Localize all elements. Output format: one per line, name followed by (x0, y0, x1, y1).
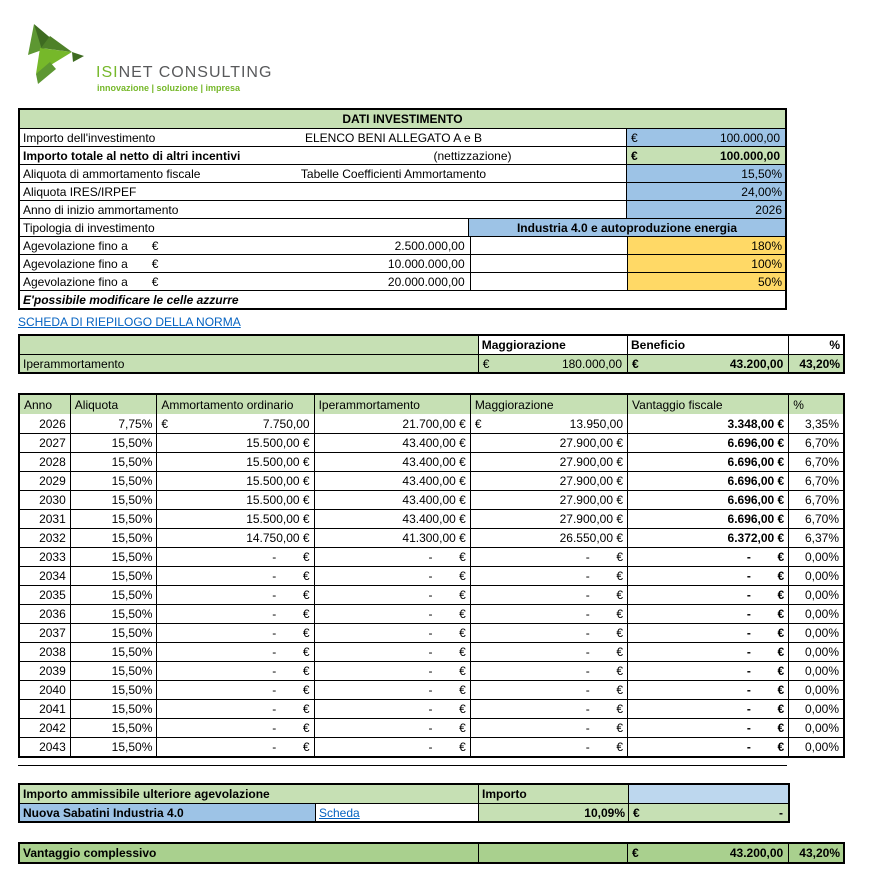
schedule-cell-ammortamento-ordinario: 15.500,00 € (156, 510, 313, 528)
sabatini-value-row (20, 803, 788, 821)
schedule-row (20, 433, 843, 452)
empty-cell (478, 844, 627, 862)
schedule-cell-aliquota: 15,50% (70, 700, 157, 718)
agevolazione-pct-cell: 100% (627, 255, 785, 272)
schedule-cell-iperammortamento: - € (314, 700, 470, 718)
schedule-cell-maggiorazione: 27.900,00 € (470, 491, 627, 509)
cell-value: 7.750,00 (262, 416, 310, 431)
agevolazione-pct-cell: 180% (627, 237, 785, 254)
row-label: Agevolazione fino a (23, 256, 128, 271)
schedule-cell-iperammortamento: 43.400,00 € (314, 434, 470, 452)
schedule-cell-vantaggio-fiscale: 6.696,00 € (627, 510, 788, 528)
iper-beneficio-cell (627, 355, 788, 372)
schedule-cell-anno: 2029 (39, 474, 66, 488)
importo-netto-cell (626, 147, 785, 164)
aliquota-ires-cell[interactable]: 24,00% (626, 183, 785, 200)
row-anno-inizio (20, 200, 785, 218)
schedule-cell-aliquota: 15,50% (70, 662, 157, 680)
row-label: Tipologia di investimento (23, 220, 155, 235)
vantaggio-complessivo-table (18, 842, 845, 864)
schedule-cell-vantaggio-fiscale: 6.696,00 € (627, 472, 788, 490)
row-label: Aliquota di ammortamento fiscale (23, 166, 201, 181)
schedule-row (20, 680, 843, 699)
row-importo-netto (20, 146, 785, 164)
header-aliquota: Aliquota (70, 395, 157, 414)
schedule-cell-ammortamento-ordinario: - € (156, 605, 313, 623)
sabatini-scheda-cell (315, 804, 478, 821)
brand-isi: ISI (96, 64, 119, 81)
row-label: Anno di inizio ammortamento (23, 202, 179, 217)
schedule-cell-vantaggio-fiscale: - € (627, 719, 788, 737)
currency-symbol: € (633, 805, 640, 820)
importo-value: 100.000,00 (719, 130, 780, 145)
empty-cell (470, 237, 627, 254)
schedule-cell-vantaggio-fiscale: 6.696,00 € (627, 434, 788, 452)
schedule-cell-aliquota: 15,50% (70, 605, 157, 623)
schedule-cell-maggiorazione: - € (470, 700, 627, 718)
investment-table-title: DATI INVESTIMENTO (20, 110, 785, 128)
schedule-cell-vantaggio-fiscale: - € (627, 662, 788, 680)
schedule-cell-pct: 0,00% (788, 700, 843, 718)
iper-maggiorazione-value: 180.000,00 (561, 356, 623, 371)
schedule-row (20, 547, 843, 566)
editable-cells-note: E'possibile modificare le celle azzurre (23, 292, 239, 307)
schedule-cell-pct: 6,37% (788, 529, 843, 547)
currency-symbol: € (482, 356, 490, 371)
schedule-cell-aliquota: 7,75% (70, 414, 157, 433)
schedule-cell-pct: 6,70% (788, 453, 843, 471)
brand-tagline: innovazione | soluzione | impresa (97, 83, 241, 93)
header-vantaggio-fiscale: Vantaggio fiscale (627, 395, 788, 414)
schedule-cell-ammortamento-ordinario: - € (156, 586, 313, 604)
schedule-cell-iperammortamento: - € (314, 605, 470, 623)
schedule-cell-iperammortamento: 41.300,00 € (314, 529, 470, 547)
row-aliquota-ammortamento (20, 164, 785, 182)
section-divider (18, 765, 787, 766)
header-iperammortamento: Iperammortamento (314, 395, 470, 414)
vantaggio-complessivo-pct-cell: 43,20% (788, 844, 843, 862)
schedule-row (20, 737, 843, 756)
schedule-cell-ammortamento-ordinario: - € (156, 681, 313, 699)
schedule-cell-pct: 6,70% (788, 510, 843, 528)
iper-pct-cell: 43,20% (788, 355, 843, 372)
aliquota-ammortamento-cell[interactable]: 15,50% (626, 165, 785, 182)
iper-header-row (20, 336, 843, 354)
empty-cell (20, 336, 478, 354)
schedule-cell-anno: 2040 (39, 683, 66, 697)
schedule-cell-pct: 6,70% (788, 472, 843, 490)
schedule-header-row (20, 395, 843, 414)
brand-net-consulting: NET CONSULTING (118, 64, 273, 81)
currency-symbol: € (151, 238, 159, 253)
tipologia-cell[interactable]: Industria 4.0 e autoproduzione energia (468, 219, 785, 236)
currency-symbol: € (632, 846, 639, 860)
schedule-cell-ammortamento-ordinario: - € (156, 719, 313, 737)
vantaggio-complessivo-row (20, 844, 843, 862)
header-anno: Anno (20, 395, 70, 414)
currency-symbol: € (631, 148, 638, 163)
header-ammortamento-ordinario: Ammortamento ordinario (156, 395, 313, 414)
vantaggio-complessivo-value: 43.200,00 (729, 846, 784, 860)
schedule-cell-iperammortamento: - € (314, 643, 470, 661)
schedule-cell-iperammortamento: 43.400,00 € (314, 453, 470, 471)
schedule-cell-maggiorazione: - € (470, 662, 627, 680)
schedule-cell-ammortamento-ordinario: - € (156, 548, 313, 566)
schedule-cell-ammortamento-ordinario: - € (156, 738, 313, 756)
schedule-cell-iperammortamento: - € (314, 662, 470, 680)
schedule-cell-aliquota: 15,50% (70, 567, 157, 585)
schedule-cell-anno: 2031 (39, 512, 66, 526)
schedule-cell-maggiorazione: - € (470, 643, 627, 661)
schedule-cell-maggiorazione: - € (470, 586, 627, 604)
row-agevolazione-2 (20, 254, 785, 272)
brand-text (96, 64, 272, 82)
schedule-cell-anno: 2032 (39, 531, 66, 545)
schedule-cell-aliquota: 15,50% (70, 681, 157, 699)
schedule-cell-vantaggio-fiscale: - € (627, 700, 788, 718)
schedule-cell-ammortamento-ordinario: - € (156, 700, 313, 718)
schedule-cell-ammortamento-ordinario (156, 414, 313, 433)
currency-symbol: € (474, 416, 482, 431)
schedule-cell-iperammortamento: - € (314, 567, 470, 585)
schedule-row (20, 699, 843, 718)
schedule-cell-anno: 2038 (39, 645, 66, 659)
schedule-cell-aliquota: 15,50% (70, 491, 157, 509)
empty-cell (470, 273, 627, 290)
schedule-cell-anno: 2030 (39, 493, 66, 507)
currency-symbol: € (161, 416, 169, 431)
schedule-cell-iperammortamento: - € (314, 624, 470, 642)
pct-header: % (788, 336, 843, 354)
schedule-cell-pct: 0,00% (788, 643, 843, 661)
schedule-cell-anno: 2034 (39, 569, 66, 583)
schedule-cell-anno: 2043 (39, 740, 66, 754)
row-agevolazione-1 (20, 236, 785, 254)
sabatini-header-label: Importo ammissibile ulteriore agevolazione (20, 785, 478, 803)
currency-symbol: € (151, 256, 159, 271)
row-label: Agevolazione fino a (23, 274, 128, 289)
schedule-cell-ammortamento-ordinario: 15.500,00 € (156, 434, 313, 452)
schedule-cell-maggiorazione: 26.550,00 € (470, 529, 627, 547)
netto-value: 100.000,00 (719, 148, 780, 163)
schedule-cell-aliquota: 15,50% (70, 548, 157, 566)
schedule-cell-maggiorazione: - € (470, 719, 627, 737)
schedule-cell-vantaggio-fiscale: - € (627, 605, 788, 623)
iperammortamento-label: Iperammortamento (20, 355, 478, 372)
schedule-cell-maggiorazione: - € (470, 605, 627, 623)
agevolazione-main (20, 237, 470, 254)
amortization-schedule-table (18, 393, 845, 758)
schedule-cell-vantaggio-fiscale: - € (627, 643, 788, 661)
schedule-cell-maggiorazione: - € (470, 548, 627, 566)
schedule-cell-ammortamento-ordinario: 15.500,00 € (156, 472, 313, 490)
schedule-cell-pct: 0,00% (788, 624, 843, 642)
schedule-row (20, 718, 843, 737)
schedule-row (20, 585, 843, 604)
schedule-cell-iperammortamento: - € (314, 586, 470, 604)
schedule-cell-ammortamento-ordinario: - € (156, 567, 313, 585)
schedule-cell-aliquota: 15,50% (70, 453, 157, 471)
agevolazione-main (20, 255, 470, 272)
norma-link-row (18, 310, 845, 334)
schedule-cell-anno: 2042 (39, 721, 66, 735)
maggiorazione-header: Maggiorazione (478, 336, 627, 354)
schedule-cell-maggiorazione: 27.900,00 € (470, 453, 627, 471)
schedule-cell-vantaggio-fiscale: 3.348,00 € (627, 414, 788, 433)
schedule-cell-pct: 0,00% (788, 567, 843, 585)
scheda-link[interactable]: Scheda (319, 805, 360, 820)
schedule-row (20, 509, 843, 528)
iperammortamento-summary-table (18, 334, 845, 374)
schedule-cell-maggiorazione: - € (470, 567, 627, 585)
schedule-cell-anno: 2026 (39, 416, 66, 431)
schedule-row (20, 623, 843, 642)
schedule-cell-anno: 2036 (39, 607, 66, 621)
row-mid-note: ELENCO BENI ALLEGATO A e B (305, 130, 482, 145)
header-pct: % (788, 395, 843, 414)
schedule-cell-pct: 6,70% (788, 434, 843, 452)
schedule-cell-pct: 3,35% (788, 414, 843, 433)
schedule-row (20, 642, 843, 661)
schedule-cell-vantaggio-fiscale: - € (627, 681, 788, 699)
row-tipologia (20, 218, 785, 236)
sabatini-header-row (20, 785, 788, 803)
row-label: Agevolazione fino a (23, 238, 128, 253)
schedule-cell-aliquota: 15,50% (70, 472, 157, 490)
logo (26, 20, 346, 100)
schedule-cell-aliquota: 15,50% (70, 586, 157, 604)
agevolazione-pct-cell: 50% (627, 273, 785, 290)
origami-bird-icon (26, 22, 88, 94)
header-maggiorazione: Maggiorazione (470, 395, 627, 414)
schedule-cell-iperammortamento: 43.400,00 € (314, 491, 470, 509)
vantaggio-complessivo-value-cell (627, 844, 788, 862)
schedule-cell-iperammortamento: 43.400,00 € (314, 510, 470, 528)
sabatini-header-importo: Importo (478, 785, 628, 803)
schedule-cell-maggiorazione: 27.900,00 € (470, 472, 627, 490)
row-mid-note: (nettizzazione) (433, 148, 512, 163)
schedule-cell-maggiorazione: - € (470, 681, 627, 699)
schedule-cell-ammortamento-ordinario: - € (156, 643, 313, 661)
row-mid-note: Tabelle Coefficienti Ammortamento (300, 166, 487, 181)
schedule-row (20, 604, 843, 623)
schedule-cell-aliquota: 15,50% (70, 738, 157, 756)
schedule-body (20, 414, 843, 756)
schedule-row (20, 414, 843, 433)
schedule-cell-vantaggio-fiscale: - € (627, 738, 788, 756)
agevolazione-amount: 2.500.000,00 (394, 238, 465, 253)
schedule-cell-iperammortamento: - € (314, 738, 470, 756)
row-agevolazione-3 (20, 272, 785, 290)
schedule-cell-maggiorazione: - € (470, 624, 627, 642)
schedule-cell-anno: 2035 (39, 588, 66, 602)
schedule-cell-aliquota: 15,50% (70, 624, 157, 642)
schedule-cell-iperammortamento: - € (314, 548, 470, 566)
cell-value: 13.950,00 (569, 416, 624, 431)
schedule-cell-pct: 0,00% (788, 719, 843, 737)
schedule-cell-iperammortamento: 43.400,00 € (314, 472, 470, 490)
sabatini-importo-value: - (779, 805, 783, 820)
schedule-cell-iperammortamento: - € (314, 681, 470, 699)
row-aliquota-ires (20, 182, 785, 200)
iper-value-row (20, 354, 843, 372)
sabatini-pct-cell: 10,09% (478, 804, 628, 821)
schedule-cell-ammortamento-ordinario: 15.500,00 € (156, 491, 313, 509)
beneficio-header: Beneficio (627, 336, 788, 354)
iper-beneficio-value: 43.200,00 (729, 356, 784, 371)
row-importo-investimento (20, 128, 785, 146)
schedule-row (20, 566, 843, 585)
agevolazione-amount: 20.000.000,00 (387, 274, 465, 289)
sabatini-importo-cell (628, 804, 788, 821)
schedule-cell-pct: 0,00% (788, 586, 843, 604)
schedule-cell-anno: 2033 (39, 550, 66, 564)
schedule-cell-anno: 2027 (39, 436, 66, 450)
currency-symbol: € (632, 356, 639, 371)
schedule-cell-anno: 2041 (39, 702, 66, 716)
sabatini-blue-cell[interactable] (628, 785, 788, 803)
schedule-cell-maggiorazione: 27.900,00 € (470, 434, 627, 452)
schedule-row (20, 471, 843, 490)
schedule-cell-pct: 0,00% (788, 605, 843, 623)
schedule-cell-pct: 0,00% (788, 738, 843, 756)
schedule-cell-ammortamento-ordinario: - € (156, 624, 313, 642)
row-label: Aliquota IRES/IRPEF (23, 184, 137, 199)
currency-symbol: € (631, 130, 638, 145)
schedule-row (20, 528, 843, 547)
vantaggio-complessivo-label: Vantaggio complessivo (20, 844, 478, 862)
schedule-cell-pct: 0,00% (788, 548, 843, 566)
iper-maggiorazione-cell (478, 355, 627, 372)
schedule-cell-vantaggio-fiscale: - € (627, 624, 788, 642)
agevolazione-main (20, 273, 470, 290)
currency-symbol: € (151, 274, 159, 289)
schedule-cell-pct: 0,00% (788, 662, 843, 680)
schedule-cell-maggiorazione: 27.900,00 € (470, 510, 627, 528)
schedule-cell-vantaggio-fiscale: - € (627, 548, 788, 566)
norma-link[interactable]: SCHEDA DI RIEPILOGO DELLA NORMA (18, 315, 241, 329)
schedule-row (20, 661, 843, 680)
schedule-cell-ammortamento-ordinario: 15.500,00 € (156, 453, 313, 471)
schedule-cell-vantaggio-fiscale: 6.372,00 € (627, 529, 788, 547)
schedule-cell-aliquota: 15,50% (70, 434, 157, 452)
row-label: Importo totale al netto di altri incentivi (23, 148, 241, 163)
schedule-cell-maggiorazione (470, 414, 627, 433)
schedule-cell-pct: 0,00% (788, 681, 843, 699)
schedule-cell-aliquota: 15,50% (70, 643, 157, 661)
schedule-cell-aliquota: 15,50% (70, 510, 157, 528)
empty-cell (470, 255, 627, 272)
schedule-cell-anno: 2028 (39, 455, 66, 469)
agevolazione-amount: 10.000.000,00 (387, 256, 465, 271)
schedule-cell-aliquota: 15,50% (70, 719, 157, 737)
schedule-row (20, 490, 843, 509)
schedule-cell-iperammortamento: 21.700,00 € (314, 414, 470, 433)
row-label: Importo dell'investimento (23, 130, 156, 145)
schedule-cell-aliquota: 15,50% (70, 529, 157, 547)
schedule-cell-pct: 6,70% (788, 491, 843, 509)
schedule-cell-vantaggio-fiscale: 6.696,00 € (627, 453, 788, 471)
schedule-cell-ammortamento-ordinario: 14.750,00 € (156, 529, 313, 547)
schedule-cell-vantaggio-fiscale: - € (627, 586, 788, 604)
schedule-cell-maggiorazione: - € (470, 738, 627, 756)
schedule-cell-vantaggio-fiscale: 6.696,00 € (627, 491, 788, 509)
importo-investimento-cell[interactable] (626, 129, 785, 146)
sabatini-label[interactable]: Nuova Sabatini Industria 4.0 (20, 804, 315, 821)
schedule-row (20, 452, 843, 471)
schedule-cell-vantaggio-fiscale: - € (627, 567, 788, 585)
schedule-cell-ammortamento-ordinario: - € (156, 662, 313, 680)
row-note (20, 290, 785, 308)
anno-inizio-cell[interactable]: 2026 (626, 201, 785, 218)
schedule-cell-anno: 2037 (39, 626, 66, 640)
schedule-cell-anno: 2039 (39, 664, 66, 678)
investment-table (18, 108, 787, 310)
sabatini-table (18, 783, 790, 823)
schedule-cell-iperammortamento: - € (314, 719, 470, 737)
